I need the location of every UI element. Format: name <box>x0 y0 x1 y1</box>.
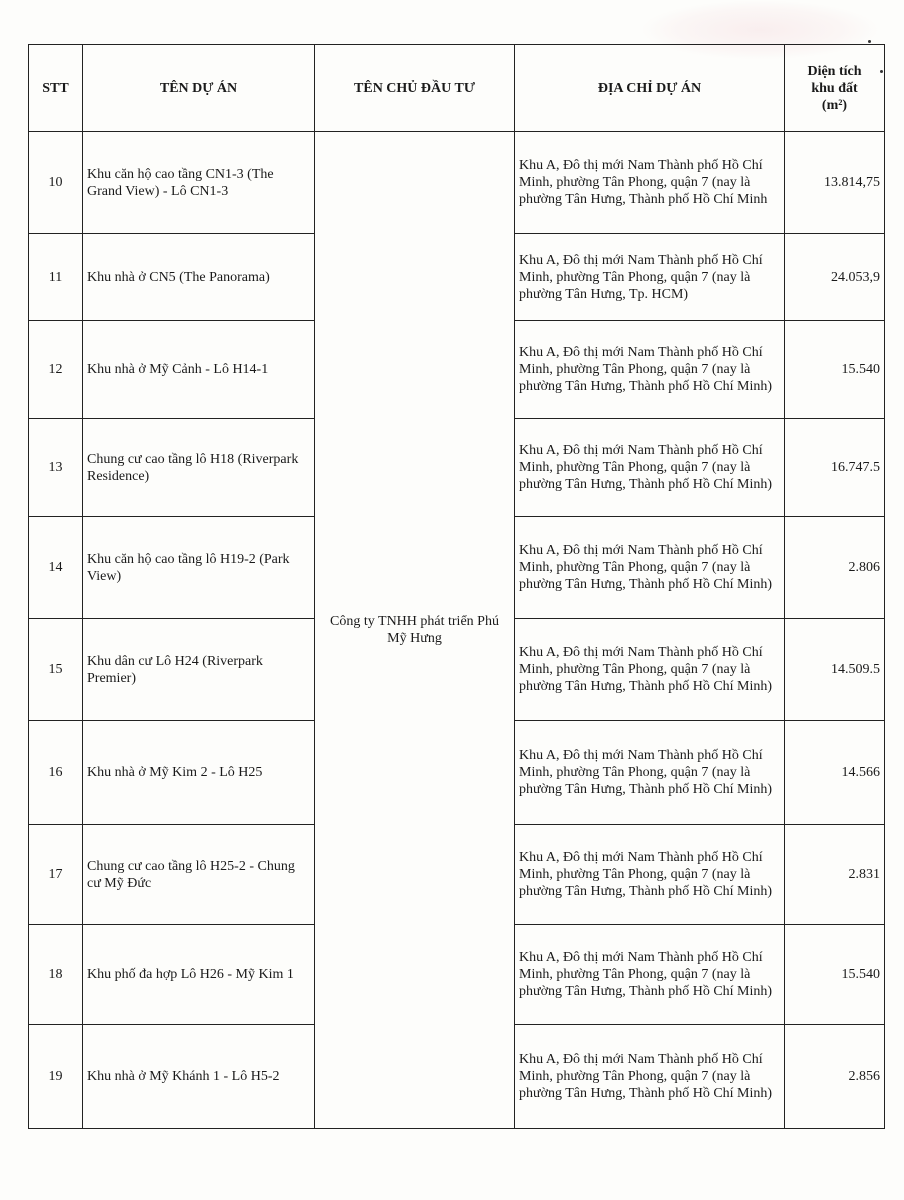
project-table <box>28 44 885 1129</box>
table-row <box>29 132 885 234</box>
row-project-name: Khu căn hộ cao tầng CN1-3 (The Grand View) - Lô CN1-3 <box>83 132 315 234</box>
row-address: Khu A, Đô thị mới Nam Thành phố Hồ Chí Minh, phường Tân Phong, quận 7 (nay là phường Tân Hưng, Tp. HCM) <box>515 234 785 321</box>
row-area: 24.053,9 <box>785 234 885 321</box>
row-stt: 15 <box>29 619 83 721</box>
row-area: 15.540 <box>785 925 885 1025</box>
row-address: Khu A, Đô thị mới Nam Thành phố Hồ Chí Minh, phường Tân Phong, quận 7 (nay là phường Tân Hưng, Thành phố Hồ Chí Minh) <box>515 721 785 825</box>
row-project-name: Khu nhà ở Mỹ Kim 2 - Lô H25 <box>83 721 315 825</box>
row-project-name: Khu nhà ở Mỹ Cảnh - Lô H14-1 <box>83 321 315 419</box>
row-address: Khu A, Đô thị mới Nam Thành phố Hồ Chí Minh, phường Tân Phong, quận 7 (nay là phường Tân Hưng, Thành phố Hồ Chí Minh) <box>515 619 785 721</box>
row-project-name: Khu dân cư Lô H24 (Riverpark Premier) <box>83 619 315 721</box>
header-project-name: TÊN DỰ ÁN <box>83 45 315 132</box>
row-address: Khu A, Đô thị mới Nam Thành phố Hồ Chí Minh, phường Tân Phong, quận 7 (nay là phường Tân Hưng, Thành phố Hồ Chí Minh <box>515 132 785 234</box>
row-stt: 12 <box>29 321 83 419</box>
row-stt: 11 <box>29 234 83 321</box>
table-header-row <box>29 45 885 132</box>
row-area: 2.856 <box>785 1025 885 1129</box>
row-project-name: Khu nhà ở Mỹ Khánh 1 - Lô H5-2 <box>83 1025 315 1129</box>
row-area: 14.566 <box>785 721 885 825</box>
row-area: 16.747.5 <box>785 419 885 517</box>
header-area-line1: Diện tích <box>807 63 862 79</box>
row-area: 13.814,75 <box>785 132 885 234</box>
row-area: 2.806 <box>785 517 885 619</box>
row-address: Khu A, Đô thị mới Nam Thành phố Hồ Chí Minh, phường Tân Phong, quận 7 (nay là phường Tân Hưng, Thành phố Hồ Chí Minh) <box>515 419 785 517</box>
row-stt: 18 <box>29 925 83 1025</box>
ink-speck <box>868 40 871 43</box>
row-project-name: Khu nhà ở CN5 (The Panorama) <box>83 234 315 321</box>
header-area <box>785 45 885 132</box>
row-project-name: Khu căn hộ cao tầng lô H19-2 (Park View) <box>83 517 315 619</box>
row-stt: 13 <box>29 419 83 517</box>
header-investor: TÊN CHỦ ĐẦU TƯ <box>315 45 515 132</box>
row-address: Khu A, Đô thị mới Nam Thành phố Hồ Chí Minh, phường Tân Phong, quận 7 (nay là phường Tân Hưng, Thành phố Hồ Chí Minh) <box>515 517 785 619</box>
row-stt: 19 <box>29 1025 83 1129</box>
row-address: Khu A, Đô thị mới Nam Thành phố Hồ Chí Minh, phường Tân Phong, quận 7 (nay là phường Tân Hưng, Thành phố Hồ Chí Minh) <box>515 825 785 925</box>
header-area-line2: khu đất <box>811 80 858 96</box>
header-address: ĐỊA CHỈ DỰ ÁN <box>515 45 785 132</box>
row-stt: 16 <box>29 721 83 825</box>
row-address: Khu A, Đô thị mới Nam Thành phố Hồ Chí Minh, phường Tân Phong, quận 7 (nay là phường Tân Hưng, Thành phố Hồ Chí Minh) <box>515 925 785 1025</box>
row-address: Khu A, Đô thị mới Nam Thành phố Hồ Chí Minh, phường Tân Phong, quận 7 (nay là phường Tân Hưng, Thành phố Hồ Chí Minh) <box>515 321 785 419</box>
row-stt: 17 <box>29 825 83 925</box>
row-stt: 14 <box>29 517 83 619</box>
header-area-line3: (m²) <box>821 97 848 113</box>
investor-cell: Công ty TNHH phát triển Phú Mỹ Hưng <box>315 132 515 1129</box>
row-area: 15.540 <box>785 321 885 419</box>
row-address: Khu A, Đô thị mới Nam Thành phố Hồ Chí Minh, phường Tân Phong, quận 7 (nay là phường Tân Hưng, Thành phố Hồ Chí Minh) <box>515 1025 785 1129</box>
row-project-name: Chung cư cao tầng lô H18 (Riverpark Residence) <box>83 419 315 517</box>
row-area: 14.509.5 <box>785 619 885 721</box>
row-project-name: Khu phố đa hợp Lô H26 - Mỹ Kim 1 <box>83 925 315 1025</box>
header-stt: STT <box>29 45 83 132</box>
row-project-name: Chung cư cao tầng lô H25-2 - Chung cư Mỹ Đức <box>83 825 315 925</box>
table-body <box>29 132 885 1129</box>
row-stt: 10 <box>29 132 83 234</box>
row-area: 2.831 <box>785 825 885 925</box>
